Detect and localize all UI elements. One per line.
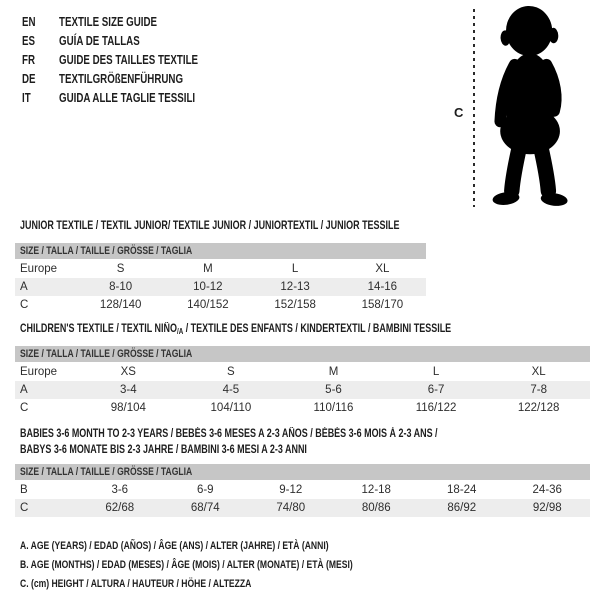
table-cell: M — [203, 263, 213, 275]
language-title: GUÍA DE TALLAS — [59, 34, 140, 48]
language-code: EN — [22, 15, 36, 29]
table-cell: XS — [120, 366, 136, 378]
table-cell: 8-10 — [109, 281, 133, 293]
table-header-bar — [15, 243, 426, 259]
table-cell: 158/170 — [361, 299, 404, 311]
language-row-de — [22, 70, 237, 89]
language-title: GUIDE DES TAILLES TEXTILE — [59, 53, 199, 67]
table-cell: 6-7 — [427, 384, 445, 396]
table-cell: 18-24 — [447, 484, 477, 496]
table-cell: S — [116, 263, 125, 275]
table-cell: L — [291, 263, 299, 275]
table-cell: 74/80 — [276, 502, 306, 514]
table-cell: 80/86 — [361, 502, 391, 514]
language-title: TEXTILGRÖßENFÜHRUNG — [59, 72, 184, 86]
table-row-height — [15, 296, 426, 314]
table-cell: 12-13 — [280, 281, 310, 293]
table-row-height — [15, 399, 590, 417]
language-code: ES — [22, 34, 36, 48]
table-cell: 140/152 — [187, 299, 229, 311]
table-cell: S — [227, 366, 235, 378]
language-list — [22, 13, 237, 108]
row-label: C — [20, 299, 29, 311]
heading-subscript: /A — [176, 327, 184, 336]
table-cell: 86/92 — [447, 502, 477, 514]
language-row-fr — [22, 51, 237, 70]
junior-section-heading: JUNIOR TEXTILE / TEXTIL JUNIOR/ TEXTILE JUNIOR / JUNIORTEXTIL / JUNIOR TESSILE — [20, 220, 400, 232]
height-dashed-line — [473, 9, 475, 207]
table-row-height — [15, 499, 590, 517]
table-cell: 9-12 — [279, 484, 303, 496]
table-cell: 6-9 — [196, 484, 214, 496]
table-cell: 104/110 — [210, 402, 252, 414]
language-row-es — [22, 32, 237, 51]
table-row-europe — [15, 260, 426, 278]
height-measure-label: C — [454, 105, 464, 120]
row-label: C — [20, 402, 29, 414]
language-code: FR — [22, 53, 36, 67]
table-cell: XL — [531, 366, 546, 378]
babies-section-heading: BABIES 3-6 MONTH TO 2-3 YEARS / BEBÉS 3-6 MESES A 2-3 AÑOS / BÉBÉS 3-6 MOIS À 2-3 ANS / BABYS 3-6 MONATE BIS 2-3 JAHRE / BAMBINI 3-6 MESI A 2-3 ANNI — [20, 428, 438, 456]
footnote-c: C. (cm) HEIGHT / ALTURA / HAUTEUR / HÖHE / ALTEZZA — [20, 578, 252, 590]
table-header-bar — [15, 464, 590, 480]
table-cell: 110/116 — [313, 402, 354, 414]
junior-size-table — [15, 243, 426, 314]
table-cell: 14-16 — [367, 281, 398, 293]
table-cell: 92/98 — [532, 502, 562, 514]
table-cell: 128/140 — [99, 299, 142, 311]
row-label: Europe — [20, 366, 58, 378]
row-label: B — [20, 484, 28, 496]
table-header-bar — [15, 346, 590, 362]
table-header-label: SIZE / TALLA / TAILLE / GRÖSSE / TAGLIA — [20, 245, 193, 257]
language-row-en — [22, 13, 237, 32]
table-cell: 24-36 — [532, 484, 562, 496]
table-row-age — [15, 278, 426, 296]
footnote-b: B. AGE (MONTHS) / EDAD (MESES) / ÂGE (MOIS) / ALTER (MONATE) / ETÀ (MESI) — [20, 559, 353, 571]
table-cell: M — [328, 366, 339, 378]
row-label: C — [20, 502, 29, 514]
table-cell: 68/74 — [190, 502, 220, 514]
babies-size-table — [15, 464, 590, 517]
table-row-age-months — [15, 481, 590, 499]
language-title: TEXTILE SIZE GUIDE — [59, 15, 158, 29]
language-title: GUIDA ALLE TAGLIE TESSILI — [59, 91, 196, 105]
table-cell: L — [432, 366, 440, 378]
table-header-label: SIZE / TALLA / TAILLE / GRÖSSE / TAGLIA — [20, 466, 193, 478]
children-size-table — [15, 346, 590, 417]
table-cell: 4-5 — [222, 384, 240, 396]
language-code: DE — [22, 72, 36, 86]
row-label: Europe — [20, 263, 58, 275]
children-section-heading: CHILDREN'S TEXTILE / TEXTIL NIÑO/A / TEXTILE DES ENFANTS / KINDERTEXTIL / BAMBINI TESSILE — [20, 323, 452, 336]
table-cell: 62/68 — [105, 502, 135, 514]
table-cell: 5-6 — [325, 384, 342, 396]
table-cell: 98/104 — [110, 402, 146, 414]
table-cell: 3-4 — [119, 384, 137, 396]
row-label: A — [20, 384, 28, 396]
table-cell: 12-18 — [361, 484, 391, 496]
table-cell: 7-8 — [530, 384, 547, 396]
table-row-age — [15, 381, 590, 399]
table-cell: 152/158 — [274, 299, 316, 311]
footnote-a: A. AGE (YEARS) / EDAD (AÑOS) / ÂGE (ANS) / ALTER (JAHRE) / ETÀ (ANNI) — [20, 540, 329, 552]
row-label: A — [20, 281, 28, 293]
table-cell: 122/128 — [517, 402, 560, 414]
table-cell: 116/122 — [415, 402, 457, 414]
table-header-label: SIZE / TALLA / TAILLE / GRÖSSE / TAGLIA — [20, 348, 193, 360]
size-guide-figure — [440, 0, 600, 220]
language-code: IT — [22, 91, 31, 105]
language-row-it — [22, 89, 237, 108]
table-cell: XL — [375, 263, 390, 275]
footnotes — [20, 537, 447, 594]
baby-silhouette-icon — [482, 5, 582, 212]
table-cell: 10-12 — [193, 281, 223, 293]
table-row-europe — [15, 363, 590, 381]
table-cell: 3-6 — [111, 484, 129, 496]
